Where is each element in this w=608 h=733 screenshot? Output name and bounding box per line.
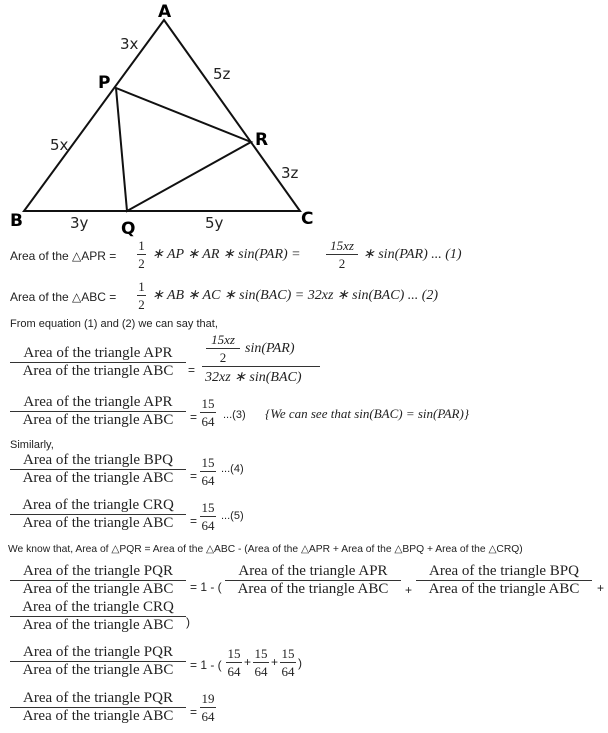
eq8-value: [200, 690, 216, 725]
eq5-den: Area of the triangle ABC: [22, 515, 174, 531]
eq5-value: [200, 499, 216, 534]
eq8-den: Area of the triangle ABC: [22, 708, 174, 724]
eq6-term-bpq: [416, 563, 592, 598]
ratio-main-bar: [202, 366, 320, 367]
side-label-bq: 3y: [70, 214, 89, 232]
eq7-term-1: [226, 645, 242, 680]
eq4-fraction: [10, 452, 186, 487]
side-label-rc: 3z: [281, 164, 299, 182]
eq4-equals: =: [190, 469, 198, 483]
ratio-apr-abc: [10, 345, 186, 380]
ratio-inner-num: 15xz: [211, 332, 235, 347]
eq7-close: ): [298, 656, 302, 670]
eq7-plus-1: +: [244, 655, 252, 669]
vertex-label-p: P: [98, 73, 111, 93]
eq7-equals: = 1 - (: [190, 658, 222, 672]
eq5-equals: =: [190, 514, 198, 528]
eq1-middle: ∗ AP ∗ AR ∗ sin(PAR) =: [152, 247, 301, 262]
eq1-fraction-15xz: [326, 237, 358, 272]
ratio-equals: =: [188, 363, 196, 377]
eq6-term-apr: [225, 563, 401, 598]
eq3-fraction: [10, 394, 186, 429]
eq6-plus-2: +: [597, 581, 605, 595]
ratio-inner-fraction: [206, 331, 240, 366]
vertex-label-q: Q: [121, 219, 136, 239]
eq1-half-num: 1: [138, 238, 145, 253]
ratio-inner-sin: sin(PAR): [245, 341, 295, 356]
eq4-value-den: 64: [201, 473, 215, 488]
side-label-ar: 5z: [213, 65, 231, 83]
eq8-num: Area of the triangle PQR: [23, 690, 173, 706]
eq2-fraction-half: [137, 278, 146, 313]
eq3-num: Area of the triangle APR: [23, 394, 173, 410]
eq8-value-den: 64: [201, 709, 215, 724]
eq6-close: ): [186, 615, 190, 629]
eq2-half-den: 2: [138, 297, 145, 312]
vertex-label-a: A: [158, 2, 172, 22]
eq8-fraction: [10, 690, 186, 725]
eq6-term-crq: [10, 599, 186, 634]
vertex-label-c: C: [301, 209, 314, 229]
eq5-value-den: 64: [201, 518, 215, 533]
eq6-c-den: Area of the triangle ABC: [22, 617, 174, 633]
eq1-prefix: Area of the △APR =: [10, 249, 117, 263]
eq3-equals: =: [190, 410, 198, 424]
eq3-tag: ...(3): [223, 409, 246, 421]
eq3-value-den: 64: [201, 414, 215, 429]
text-from-equations: From equation (1) and (2) we can say that,: [10, 318, 218, 330]
eq4-den: Area of the triangle ABC: [22, 470, 174, 486]
eq1-15xz-den: 2: [338, 256, 346, 271]
eq7-num: Area of the triangle PQR: [23, 644, 173, 660]
eq7-t1-den: 64: [227, 664, 241, 679]
eq6-b-num: Area of the triangle BPQ: [429, 563, 579, 579]
eq7-t2-num: 15: [254, 646, 268, 661]
eq5-fraction: [10, 497, 186, 532]
eq8-equals: =: [190, 705, 198, 719]
eq7-t3-den: 64: [281, 664, 295, 679]
eq1-15xz-num: 15xz: [330, 238, 354, 253]
eq5-value-num: 15: [201, 500, 215, 515]
eq3-note: {We can see that sin(BAC) = sin(PAR)}: [265, 406, 470, 421]
triangle-diagram: [0, 0, 608, 240]
eq6-a-num: Area of the triangle APR: [238, 563, 388, 579]
eq6-num: Area of the triangle PQR: [23, 563, 173, 579]
eq2-prefix: Area of the △ABC =: [10, 290, 117, 304]
eq7-t3-num: 15: [281, 646, 295, 661]
side-label-pb: 5x: [50, 136, 69, 154]
eq7-term-3: [280, 645, 296, 680]
side-label-qc: 5y: [205, 214, 224, 232]
eq6-den: Area of the triangle ABC: [22, 581, 174, 597]
eq5-num: Area of the triangle CRQ: [22, 497, 174, 513]
text-we-know: We know that, Area of △PQR = Area of the △ABC - (Area of the △APR + Area of the △BPQ + Area of the △CRQ): [8, 544, 523, 555]
eq6-equals: = 1 - (: [190, 580, 222, 594]
eq5-tag: ...(5): [221, 510, 244, 522]
text-similarly: Similarly,: [10, 439, 54, 451]
eq7-fraction: [10, 644, 186, 679]
ratio-inner-den: 2: [219, 350, 227, 365]
eq6-b-den: Area of the triangle ABC: [428, 581, 580, 597]
eq2-middle: ∗ AB ∗ AC ∗ sin(BAC) = 32xz ∗ sin(BAC) ... (2): [152, 288, 439, 303]
eq4-value-num: 15: [201, 455, 215, 470]
eq4-value: [200, 454, 216, 489]
eq7-den: Area of the triangle ABC: [22, 662, 174, 678]
side-label-ap: 3x: [120, 35, 139, 53]
ratio-right-den: 32xz ∗ sin(BAC): [205, 370, 302, 385]
triangle-pqr: [116, 88, 251, 211]
eq3-den: Area of the triangle ABC: [22, 412, 174, 428]
eq7-t2-den: 64: [254, 664, 268, 679]
ratio-den: Area of the triangle ABC: [22, 363, 174, 379]
eq6-a-den: Area of the triangle ABC: [237, 581, 389, 597]
eq7-term-2: [253, 645, 269, 680]
eq4-tag: ...(4): [221, 463, 244, 475]
eq4-num: Area of the triangle BPQ: [23, 452, 173, 468]
eq7-t1-num: 15: [227, 646, 241, 661]
eq3-value: [200, 395, 216, 430]
eq1-end: ∗ sin(PAR) ... (1): [363, 247, 462, 262]
eq1-fraction-half: [137, 237, 146, 272]
triangle-abc: [24, 20, 300, 211]
eq6-fraction: [10, 563, 186, 598]
vertex-label-b: B: [10, 211, 23, 231]
eq2-half-num: 1: [138, 279, 145, 294]
eq7-plus-2: +: [271, 655, 279, 669]
eq6-plus-1: +: [405, 583, 413, 597]
eq1-half-den: 2: [138, 256, 145, 271]
ratio-num: Area of the triangle APR: [23, 345, 173, 361]
eq3-value-num: 15: [201, 396, 215, 411]
vertex-label-r: R: [255, 130, 269, 150]
eq8-value-num: 19: [201, 691, 215, 706]
eq6-c-num: Area of the triangle CRQ: [22, 599, 174, 615]
